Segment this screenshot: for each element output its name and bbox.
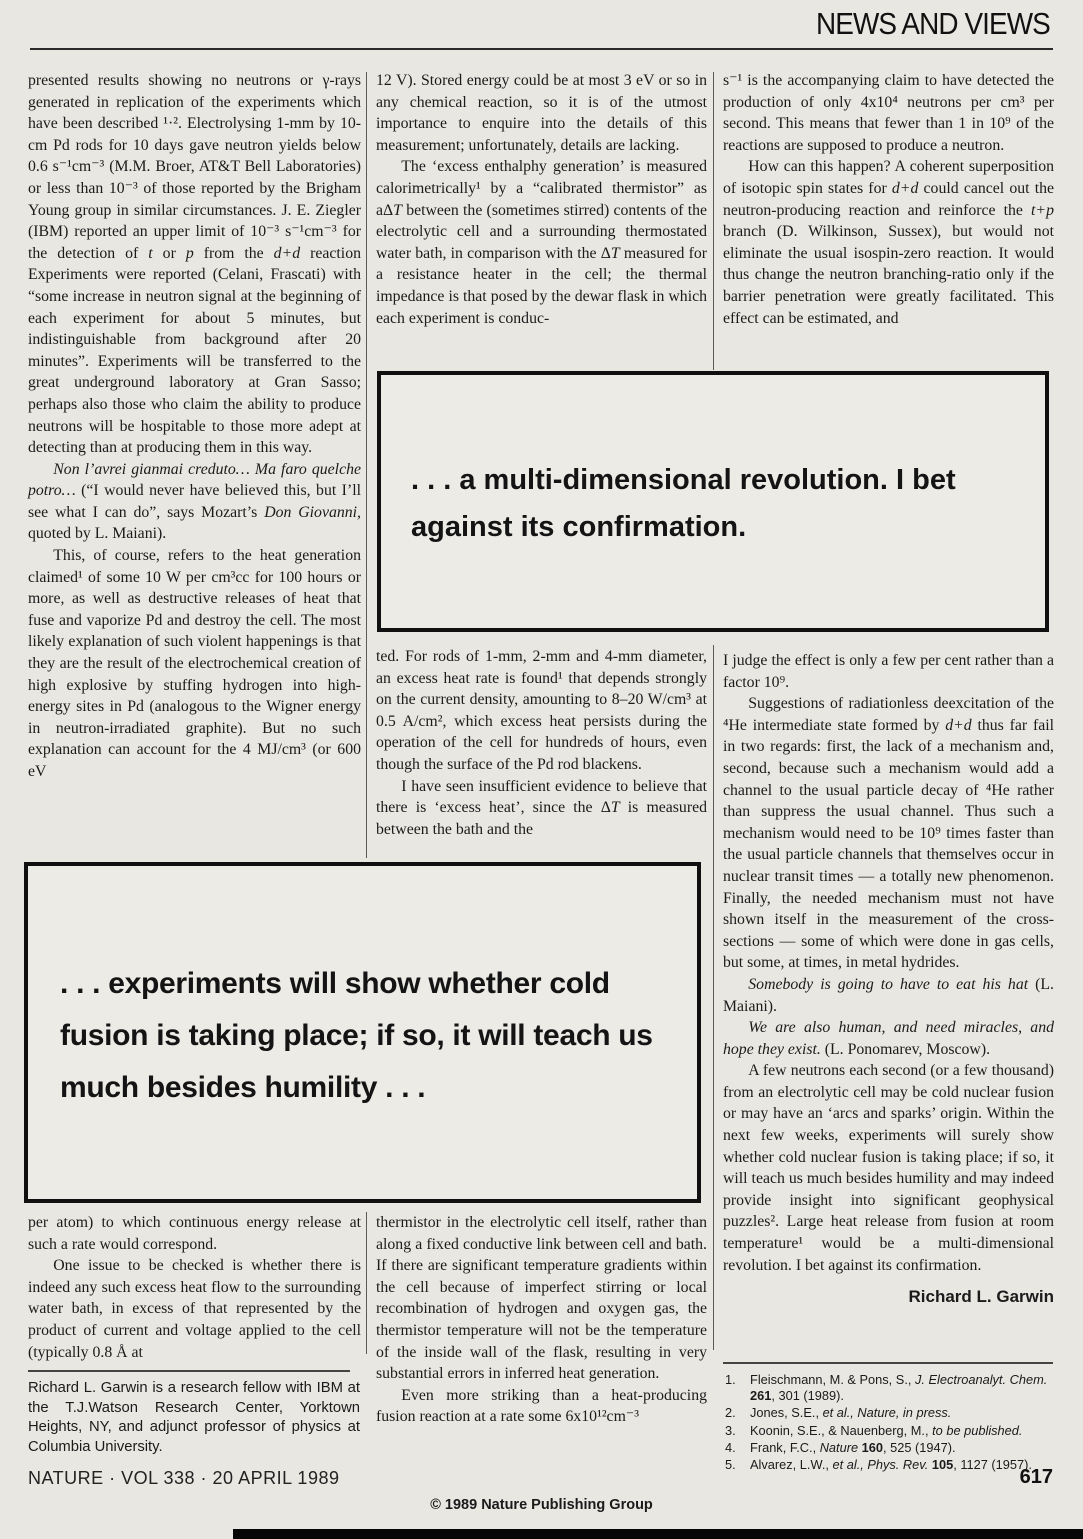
paragraph: Non l’avrei gianmai creduto… Ma faro quelche potro… (“I would never have believed this, but I’ll see what I can do”, says Mozart’s Don Giovanni, quoted by L. Maiani). (28, 460, 361, 543)
paragraph: This, of course, refers to the heat generation claimed¹ of some 10 W per cm³cc for 100 hours or more, as well as destructive releases of heat that fuse and vaporize Pd and destroy the cell. The most likely explanation of such violent happenings is that they are the result of the electrochemical creation of high explosive by stuffing hydrogen into high-energy sites in Pd (analogous to the Wigner energy in neutron-irradiated graphite). But no such explanation can account for the 4 MJ/cm³ (or 600 eV (28, 547, 361, 780)
column-2-bottom (376, 1212, 707, 1428)
paragraph: Even more striking than a heat-producing fusion reaction at a rate some 6x10¹²cm⁻³ (376, 1386, 707, 1426)
column-1-top (28, 70, 361, 783)
pullquote-2-text: . . . experiments will show whether cold fusion is taking place; if so, it will teach us much besides humility . . . (60, 967, 653, 1104)
copyright-line: © 1989 Nature Publishing Group (430, 1497, 653, 1513)
column-1-bottom (28, 1212, 361, 1363)
scan-artifact-bar (233, 1529, 1083, 1539)
journal-footer-line: NATURE · VOL 338 · 20 APRIL 1989 (28, 1468, 340, 1488)
section-masthead: NEWS AND VIEWS (816, 6, 1050, 41)
paragraph: presented results showing no neutrons or γ-rays generated in replication of the experiments which have been described ¹·². Electrolysing 1-mm by 10-cm Pd rods for 10 days gave neutron yields below 0.6 s⁻¹cm⁻³ (M.M. Broer, AT&T Bell Laboratories) or less than 10⁻³ of those reported by the Brigham Young group in similar circumstances. J. E. Ziegler (IBM) reported an upper limit of 10⁻³ s⁻¹cm⁻³ for the detection of t or p from the d+d reaction Experiments were reported (Celani, Frascati) with “some increase in neutron signal at the beginning of each experiment for about 5 minutes, but indistinguishable from background after 20 minutes”. Experiments will be transferred to the great underground laboratory at Gran Sasso; perhaps also those who claim the ability to produce neutrons will be hospitable to those more adept at detecting than at producing them in this way. (28, 72, 361, 457)
column-3-bottom (723, 650, 1054, 1308)
paragraph: 12 V). Stored energy could be at most 3 eV or so in any chemical reaction, so it is of the utmost importance to enquire into the details of this measurement; unfortunately, details are lacking. (376, 72, 707, 154)
reference-item: Fleischmann, M. & Pons, S., J. Electroanalyt. Chem. 261, 301 (1989). (750, 1372, 1048, 1404)
author-bio: Richard L. Garwin is a research fellow with IBM at the T.J.Watson Research Center, Yorktown Heights, NY, and adjunct professor of physics at Columbia University. (28, 1380, 360, 1455)
paragraph: One issue to be checked is whether there is indeed any such excess heat flow to the surrounding water bath, in excess of that represented by the product of current and voltage applied to the cell (typically 0.8 Å at (28, 1257, 361, 1361)
paragraph: Suggestions of radiationless deexcitation of the ⁴He intermediate state formed by d+d thus far fail in two regards: first, the lack of a mechanism and, second, because such a mechanism would add a channel to the usual particle decay of ⁴He rather than suppress the usual channel. Thus such a mechanism would need to be 10⁹ times faster than the usual particle channels that themselves occur in nuclear transit times — a totally new phenomenon. Finally, the needed mechanism must not have shown itself in the measurement of the cross-sections — some of which were done in gas cells, but some, at times, in metal hydrides. (723, 695, 1054, 972)
pullquote-box-2 (24, 862, 701, 1203)
pullquote-1-text: . . . a multi-dimensional revolution. I bet against its confirmation. (411, 464, 956, 543)
column-2-middle (376, 646, 707, 840)
paragraph: We are also human, and need miracles, and hope they exist. (L. Ponomarev, Moscow). (723, 1019, 1054, 1058)
reference-item: Frank, F.C., Nature 160, 525 (1947). (750, 1439, 956, 1455)
paragraph: ted. For rods of 1-mm, 2-mm and 4-mm diameter, an excess heat rate is found¹ that depends strongly on the current density, amounting to 8–20 W/cm³ at 0.5 A/cm², which excess heat persists during the operation of the cell for hundreds of hours, even though the surface of the Pd rod blackens. (376, 648, 707, 773)
paragraph: How can this happen? A coherent superposition of isotopic spin states for d+d could cancel out the neutron-producing reaction and reinforce the t+p branch (D. Wilkinson, Sussex), but would not eliminate the usual isospin-zero reaction. It would thus change the neutron branching-ratio only if the barrier penetration were greatly facilitated. This effect can be estimated, and (723, 158, 1054, 327)
column-rule (713, 72, 714, 370)
column-2-top (376, 70, 707, 329)
header-rule (30, 48, 1053, 50)
column-rule (713, 645, 714, 1350)
pullquote-box-1 (377, 371, 1049, 632)
paragraph: I have seen insufficient evidence to believe that there is ‘excess heat’, since the ΔT is measured between the bath and the (376, 777, 707, 838)
paragraph: Somebody is going to have to eat his hat (L. Maiani). (723, 975, 1054, 1015)
column-3-top (723, 70, 1054, 329)
reference-item: Jones, S.E., et al., Nature, in press. (750, 1405, 952, 1421)
column-rule (366, 1212, 367, 1354)
references-list (723, 1372, 1059, 1474)
paragraph: thermistor in the electrolytic cell itself, rather than along a fixed conductive link between cell and bath. If there are significant temperature gradients within the cell because of imperfect stirring or local recombination of hydrogen and oxygen gas, the thermistor temperature will not be the temperature of the inside wall of the flask, resulting in very substantial errors in inferred heat generation. (376, 1214, 707, 1383)
column-rule (366, 72, 367, 858)
reference-item: Koonin, S.E., & Nauenberg, M., to be published. (750, 1422, 1023, 1438)
paragraph: per atom) to which continuous energy release at such a rate would correspond. (28, 1214, 361, 1253)
reference-item: Alvarez, L.W., et al., Phys. Rev. 105, 1127 (1957). (750, 1457, 1032, 1473)
references-rule (723, 1362, 1053, 1364)
bio-rule (28, 1370, 350, 1372)
paragraph: A few neutrons each second (or a few thousand) from an electrolytic cell may be cold nuclear fusion or may have an ‘arcs and sparks’ origin. Within the next few weeks, experiments will surely show whether cold nuclear fusion is taking place; if so, it will teach us much besides humility and may indeed provide insight into significant geophysical puzzles². Large heat release from fusion at room temperature¹ would be a multi-dimensional revolution. I bet against its confirmation. (723, 1062, 1054, 1274)
paragraph: I judge the effect is only a few per cent rather than a factor 10⁹. (723, 652, 1054, 691)
paragraph: s⁻¹ is the accompanying claim to have detected the production of only 4x10⁴ neutrons per cm³ per second. This means that fewer than 1 in 10⁹ of the reactions are supposed to produce a neutron. (723, 72, 1054, 154)
paragraph: The ‘excess enthalphy generation’ is measured calorimetrically¹ by a “calibrated thermistor” as aΔT between the (sometimes stirred) contents of the electrolytic cell and a surrounding thermostated water bath, in comparison with the ΔT measured for a resistance heater in the cell; the thermal impedance is that posed by the dewar flask in which each experiment is conduc- (376, 158, 707, 327)
author-signature: Richard L. Garwin (908, 1287, 1054, 1307)
page-number: 617 (1019, 1466, 1053, 1488)
